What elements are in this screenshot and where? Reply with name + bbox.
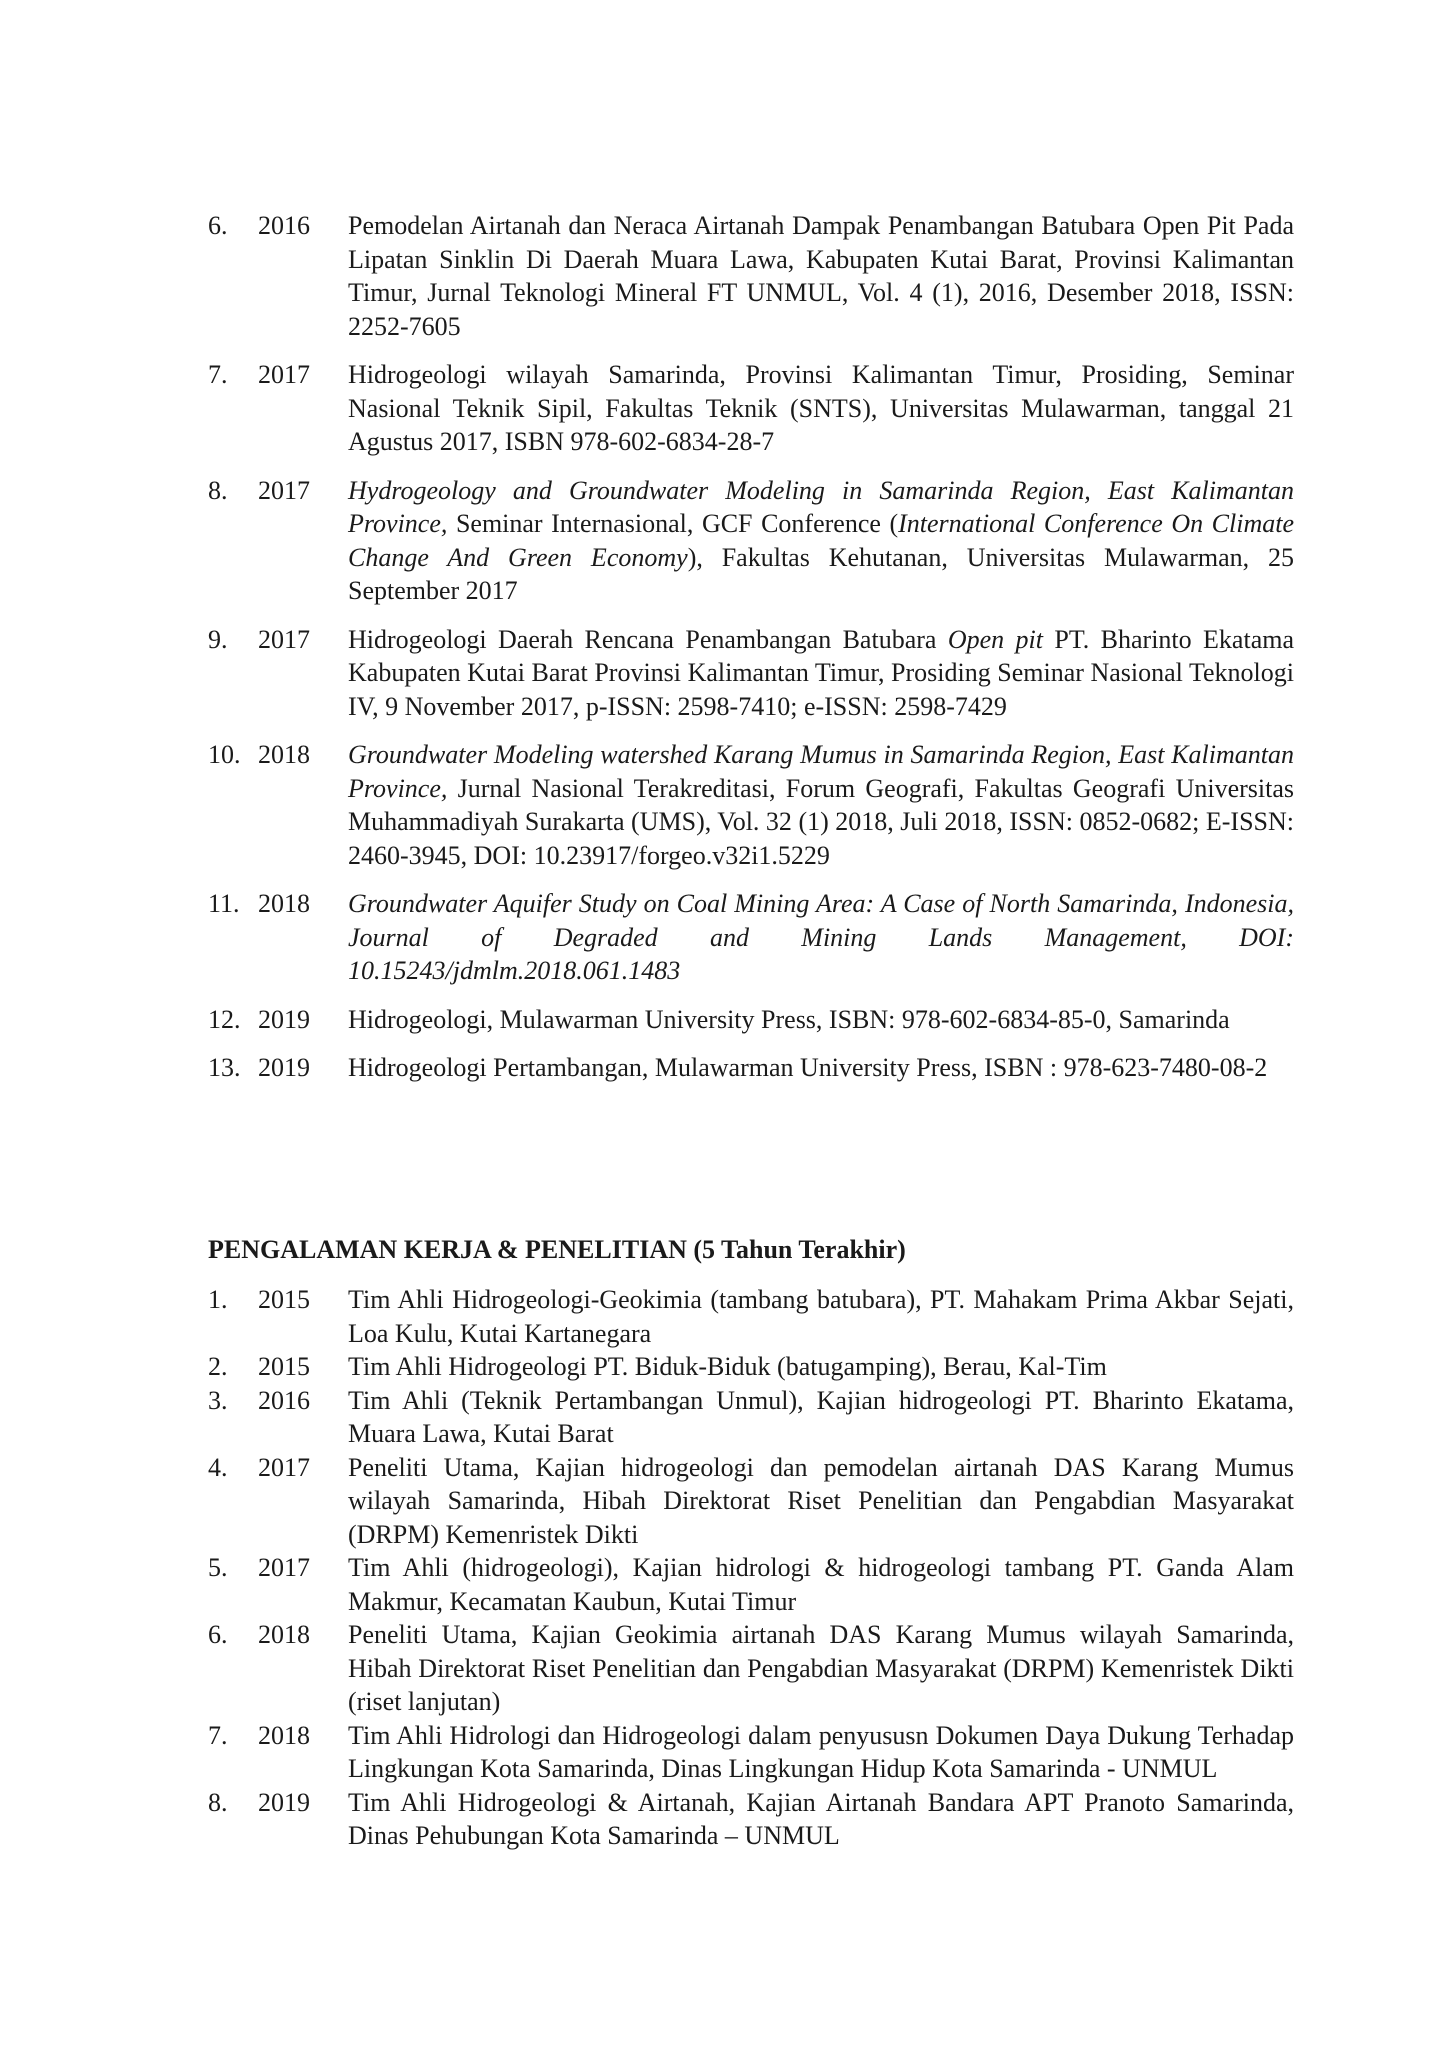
item-number: 9. — [208, 624, 228, 654]
item-year: 2016 — [258, 211, 310, 240]
publication-item — [208, 1051, 1294, 1085]
text-segment: Seminar Internasional, GCF Conference ( — [447, 509, 899, 538]
item-number: 13. — [208, 1053, 241, 1082]
item-number: 6. — [208, 211, 228, 240]
text-segment: ), Fakultas Kehutanan, Universitas Mulawarman, 25 September 2017 — [348, 542, 1294, 605]
item-year: 2017 — [258, 475, 310, 505]
item-number: 3. — [208, 1385, 228, 1415]
publication-item — [208, 209, 1294, 343]
item-text: Tim Ahli Hidrologi dan Hidrogeologi dalam penyususn Dokumen Daya Dukung Terhadap Lingkungan Kota Samarinda, Dinas Lingkungan Hidup Kota Samarinda - UNMUL — [348, 1720, 1294, 1783]
publication-item — [208, 474, 1294, 608]
publication-item — [208, 358, 1294, 459]
work-item — [208, 1451, 1294, 1552]
work-item — [208, 1551, 1294, 1618]
item-year: 2018 — [258, 1720, 310, 1750]
item-year: 2015 — [258, 1285, 310, 1314]
work-item — [208, 1618, 1294, 1719]
text-segment-italic: Groundwater Modeling watershed Karang Mumus in Samarinda Region, East Kalimantan Province, — [348, 740, 1294, 803]
item-year: 2018 — [258, 889, 310, 918]
work-item — [208, 1719, 1294, 1786]
item-year: 2018 — [258, 740, 310, 769]
item-year: 2017 — [258, 624, 310, 654]
work-item — [208, 1283, 1294, 1350]
item-text — [348, 887, 1294, 988]
item-number: 8. — [208, 475, 228, 505]
item-number: 7. — [208, 360, 228, 389]
text-segment: Hidrogeologi, Mulawarman University Press, ISBN: 978-602-6834-85-0, Samarinda — [348, 1004, 1230, 1034]
text-segment: Hidrogeologi Daerah Rencana Penambangan Batubara — [348, 624, 948, 654]
work-item — [208, 1786, 1294, 1853]
item-year: 2019 — [258, 1787, 310, 1817]
item-text — [348, 1051, 1294, 1085]
section-heading: PENGALAMAN KERJA & PENELITIAN (5 Tahun Terakhir) — [208, 1235, 906, 1264]
item-number: 2. — [208, 1352, 228, 1381]
publication-list — [208, 209, 1294, 1100]
item-text: Tim Ahli (hidrogeologi), Kajian hidrologi & hidrogeologi tambang PT. Ganda Alam Makmur, Kecamatan Kaubun, Kutai Timur — [348, 1553, 1294, 1616]
work-item — [208, 1384, 1294, 1451]
item-text — [348, 738, 1294, 872]
item-text — [348, 209, 1294, 343]
item-number: 8. — [208, 1787, 228, 1817]
item-text: Tim Ahli Hidrogeologi PT. Biduk-Biduk (batugamping), Berau, Kal-Tim — [348, 1352, 1107, 1381]
text-segment: Pemodelan Airtanah dan Neraca Airtanah Dampak Penambangan Batubara Open Pit Pada Lipatan Sinklin Di Daerah Muara Lawa, Kabupaten Kutai Barat, Provinsi Kalimantan Timur, Jurnal Teknologi Mineral FT UNMUL, Vol. 4 (1), 2016, Desember 2018, ISSN: 2252-7605 — [348, 211, 1294, 341]
item-number: 4. — [208, 1452, 228, 1482]
text-segment-italic: Groundwater Aquifer Study on Coal Mining Area: A Case of North Samarinda, Indonesia, Journal of Degraded and Mining Lands Management, DOI: 10.15243/jdmlm.2018.061.1483 — [348, 889, 1294, 985]
item-text: Tim Ahli Hidrogeologi & Airtanah, Kajian Airtanah Bandara APT Pranoto Samarinda, Dinas Pehubungan Kota Samarinda – UNMUL — [348, 1787, 1294, 1850]
item-year: 2017 — [258, 1553, 310, 1582]
item-text: Peneliti Utama, Kajian hidrogeologi dan pemodelan airtanah DAS Karang Mumus wilayah Samarinda, Hibah Direktorat Riset Penelitian dan Pengabdian Masyarakat (DRPM) Kemenristek Dikti — [348, 1452, 1294, 1549]
text-segment: Hidrogeologi wilayah Samarinda, Provinsi Kalimantan Timur, Prosiding, Seminar Nasional Teknik Sipil, Fakultas Teknik (SNTS), Universitas Mulawarman, tanggal 21 Agustus 2017, ISBN 978-602-6834-28-7 — [348, 360, 1294, 456]
item-year: 2018 — [258, 1620, 310, 1649]
item-year: 2016 — [258, 1385, 310, 1415]
publication-item — [208, 887, 1294, 988]
item-text — [348, 474, 1294, 608]
item-text — [348, 623, 1294, 724]
work-item — [208, 1350, 1294, 1384]
text-segment-italic: International Conference On Climate Change And Green Economy — [348, 509, 1294, 572]
item-year: 2019 — [258, 1053, 310, 1082]
item-year: 2017 — [258, 360, 310, 389]
item-number: 11. — [208, 889, 240, 918]
item-year: 2017 — [258, 1452, 310, 1482]
item-number: 12. — [208, 1004, 241, 1034]
text-segment-italic: Open pit — [947, 624, 1043, 654]
item-number: 1. — [208, 1285, 228, 1314]
item-number: 5. — [208, 1553, 228, 1582]
text-segment: Hidrogeologi Pertambangan, Mulawarman University Press, ISBN : 978-623-7480-08-2 — [348, 1053, 1268, 1082]
publication-item — [208, 1003, 1294, 1037]
item-number: 6. — [208, 1620, 228, 1649]
item-text: Peneliti Utama, Kajian Geokimia airtanah DAS Karang Mumus wilayah Samarinda, Hibah Direktorat Riset Penelitian dan Pengabdian Masyarakat (DRPM) Kemenristek Dikti (riset lanjutan) — [348, 1620, 1294, 1716]
item-text — [348, 358, 1294, 459]
text-segment-italic: Hydrogeology and Groundwater Modeling in Samarinda Region, East Kalimantan Province, — [348, 475, 1294, 538]
text-segment: PT. Bharinto Ekatama Kabupaten Kutai Barat Provinsi Kalimantan Timur, Prosiding Seminar Nasional Teknologi IV, 9 November 2017, p-ISSN: 2598-7410; e-ISSN: 2598-7429 — [348, 624, 1294, 721]
text-segment: Jurnal Nasional Terakreditasi, Forum Geografi, Fakultas Geografi Universitas Muhammadiyah Surakarta (UMS), Vol. 32 (1) 2018, Juli 2018, ISSN: 0852-0682; E-ISSN: 2460-3945, DOI: 10.23917/forgeo.v32i1.5229 — [348, 773, 1294, 870]
item-text: Tim Ahli Hidrogeologi-Geokimia (tambang batubara), PT. Mahakam Prima Akbar Sejati, Loa Kulu, Kutai Kartanegara — [348, 1285, 1294, 1348]
item-year: 2019 — [258, 1004, 310, 1034]
item-text — [348, 1003, 1294, 1037]
item-year: 2015 — [258, 1352, 310, 1381]
item-number: 7. — [208, 1720, 228, 1750]
work-experience-list — [208, 1283, 1294, 1853]
publication-item — [208, 623, 1294, 724]
item-number: 10. — [208, 740, 241, 769]
item-text: Tim Ahli (Teknik Pertambangan Unmul), Kajian hidrogeologi PT. Bharinto Ekatama, Muara Lawa, Kutai Barat — [348, 1385, 1294, 1448]
publication-item — [208, 738, 1294, 872]
